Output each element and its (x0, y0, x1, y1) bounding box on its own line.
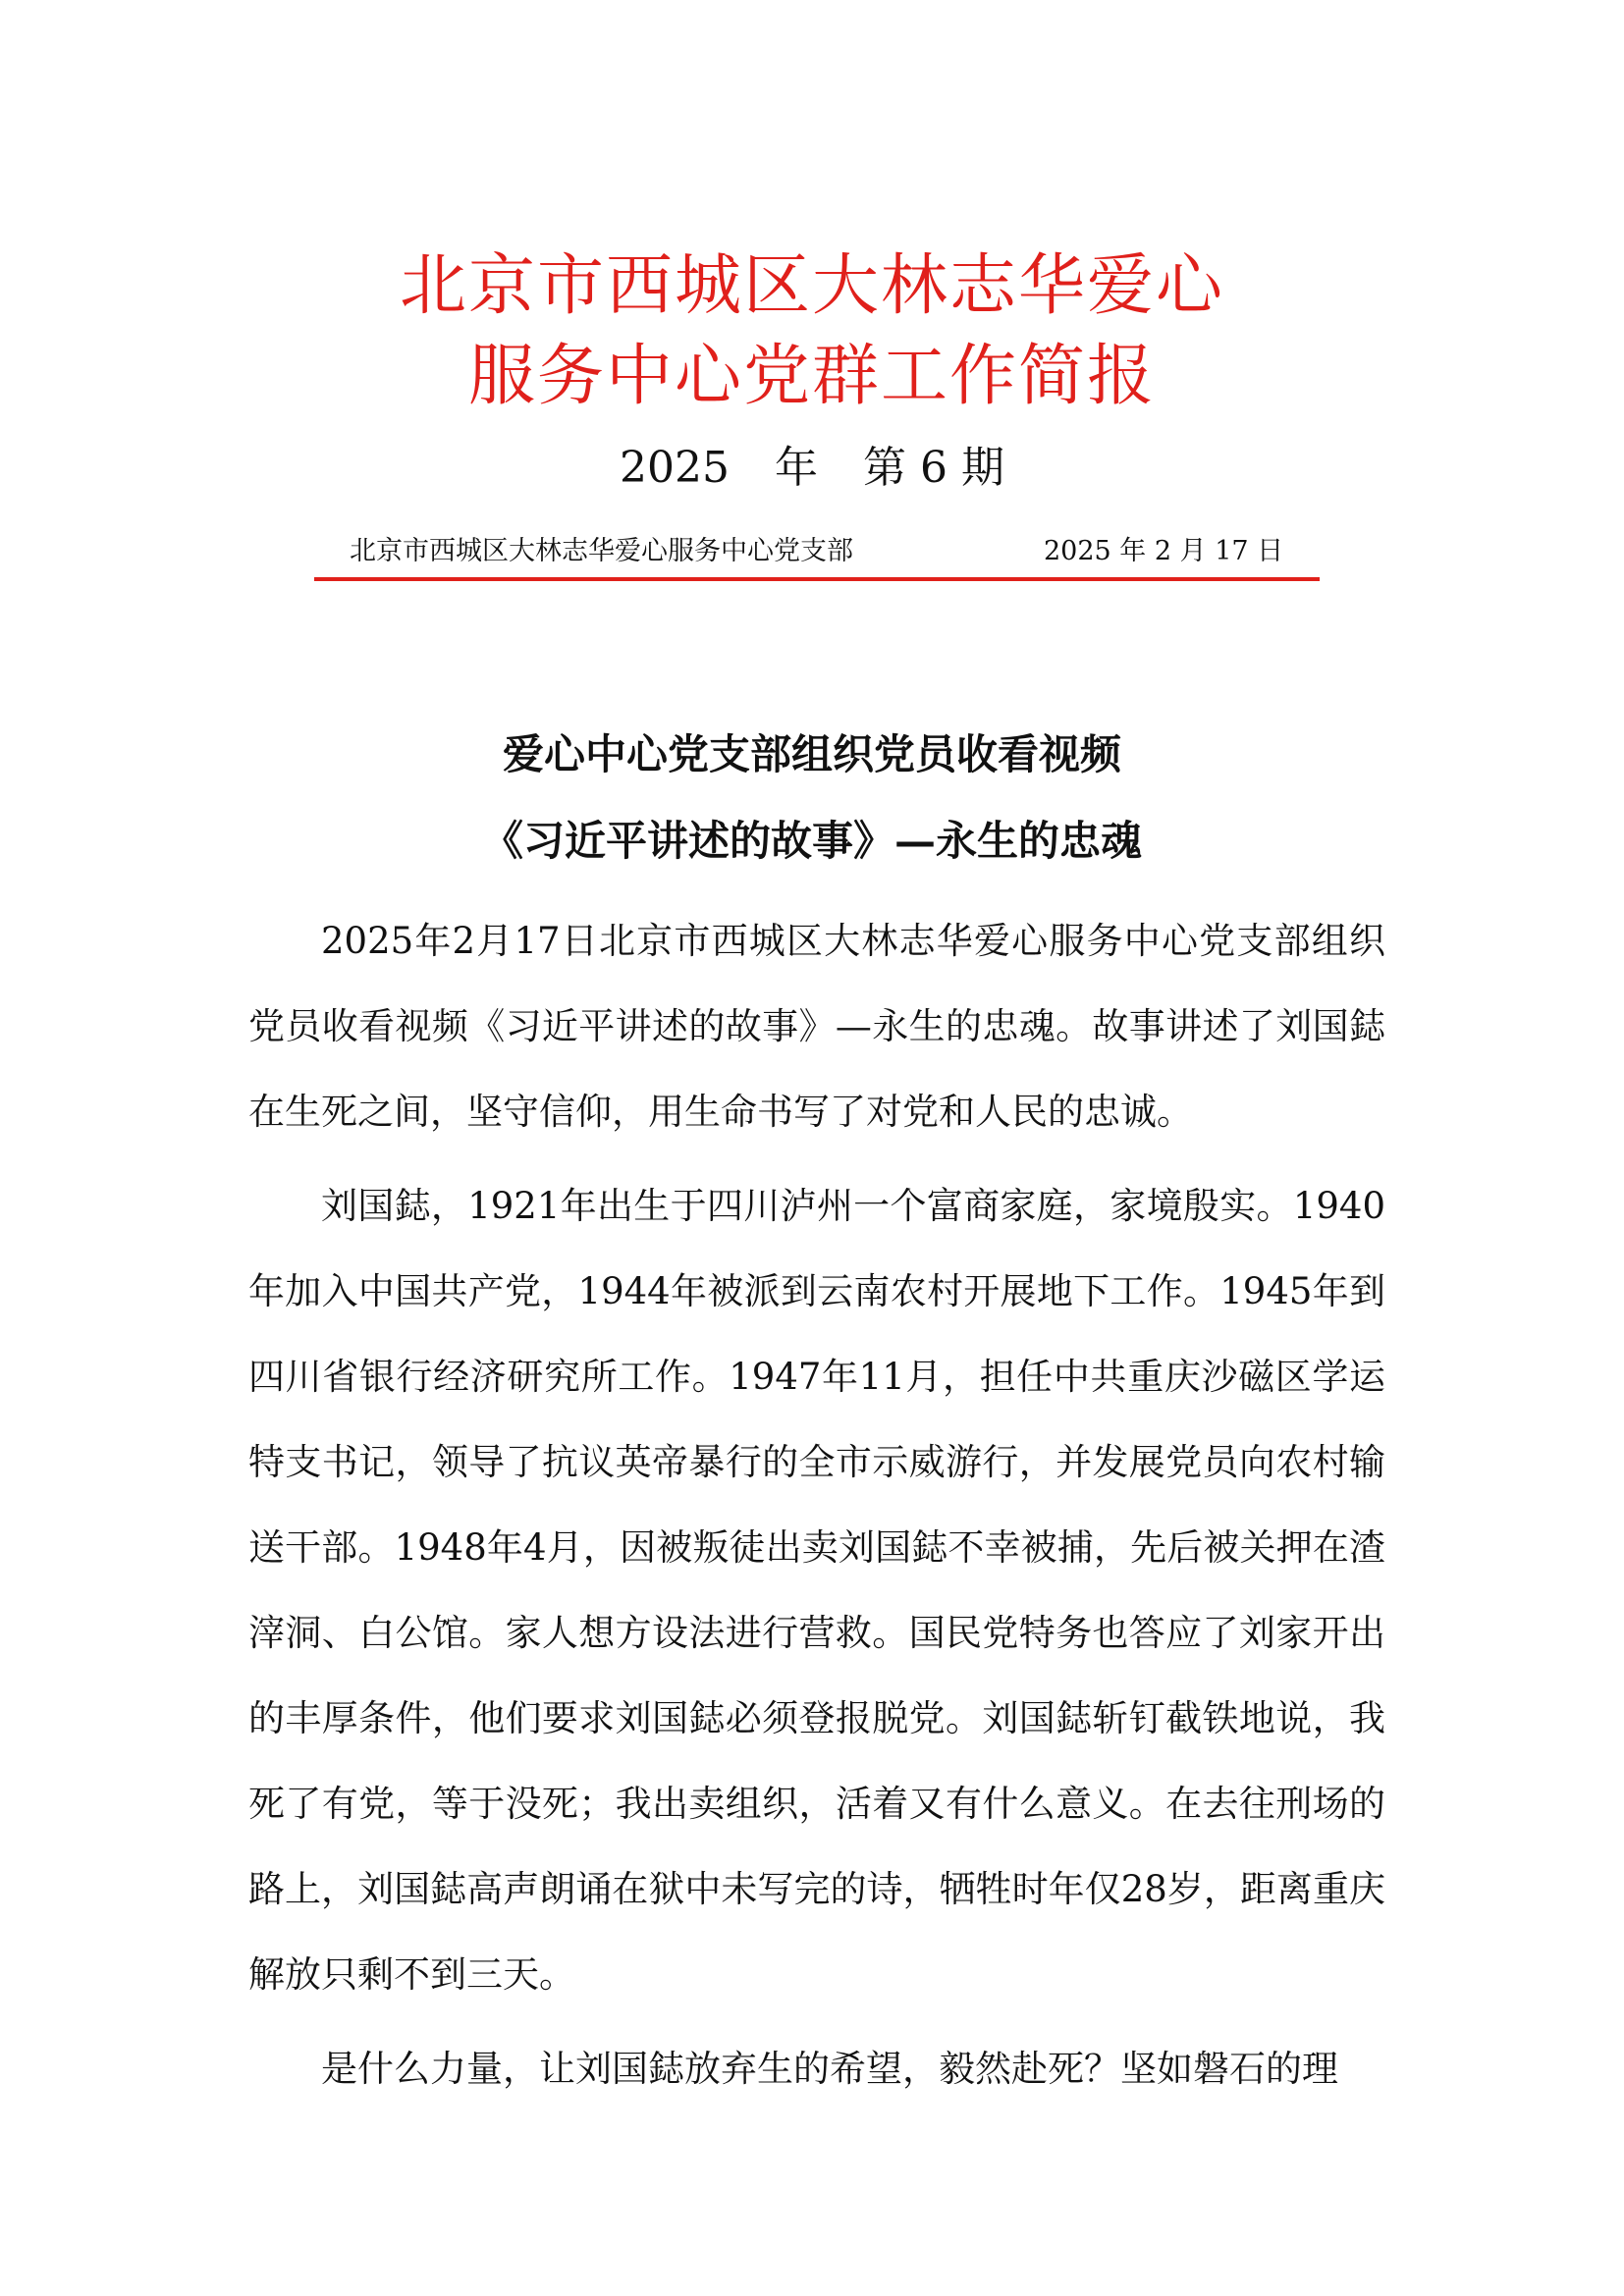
masthead-divider (314, 577, 1320, 581)
issue-year-unit: 年 (775, 443, 818, 493)
article-title-line1: 爱心中心党支部组织党员收看视频 (502, 730, 1121, 778)
issue-info (0, 443, 1624, 493)
paragraph: 是什么力量，让刘国鋕放弃生的希望，毅然赴死？坚如磐石的理 (321, 2048, 1338, 2090)
paragraph: 2025年2月17日北京市西城区大林志华爱心服务中心党支部组织党员收看视频《习近平讲述的故事》—永生的忠魂。故事讲述了刘国鋕在生死之间，坚守信仰，用生命书写了对党和人民的忠诚。 (248, 920, 1385, 1133)
masthead-title-line2: 服务中心党群工作简报 (467, 338, 1156, 415)
publisher: 北京市西城区大林志华爱心服务中心党支部 (350, 536, 853, 566)
publish-date: 2025 年 2 月 17 日 (1044, 536, 1284, 566)
paragraph: 刘国鋕，1921年出生于四川泸州一个富商家庭，家境殷实。1940年加入中国共产党，1944年被派到云南农村开展地下工作。1945年到四川省银行经济研究所工作。1947年11月，担任中共重庆沙磁区学运特支书记，领导了抗议英帝暴行的全市示威游行，并发展党员向农村输送干部。1948年4月，因被叛徒出卖刘国鋕不幸被捕，先后被关押在渣滓洞、白公馆。家人想方设法进行营救。国民党特务也答应了刘家开出的丰厚条件，他们要求刘国鋕必须登报脱党。刘国鋕斩钉截铁地说，我死了有党，等于没死；我出卖组织，活着又有什么意义。在去往刑场的路上，刘国鋕高声朗诵在狱中未写完的诗，牺牲时年仅28岁，距离重庆解放只剩不到三天。 (248, 1185, 1385, 1996)
masthead-title-line1: 北京市西城区大林志华爱心 (399, 247, 1224, 325)
issue-year: 2025 (620, 443, 730, 493)
article-body (248, 898, 1385, 2120)
article-title-line2: 《习近平讲述的故事》—永生的忠魂 (481, 817, 1142, 865)
issue-number: 第 6 期 (863, 443, 1004, 493)
